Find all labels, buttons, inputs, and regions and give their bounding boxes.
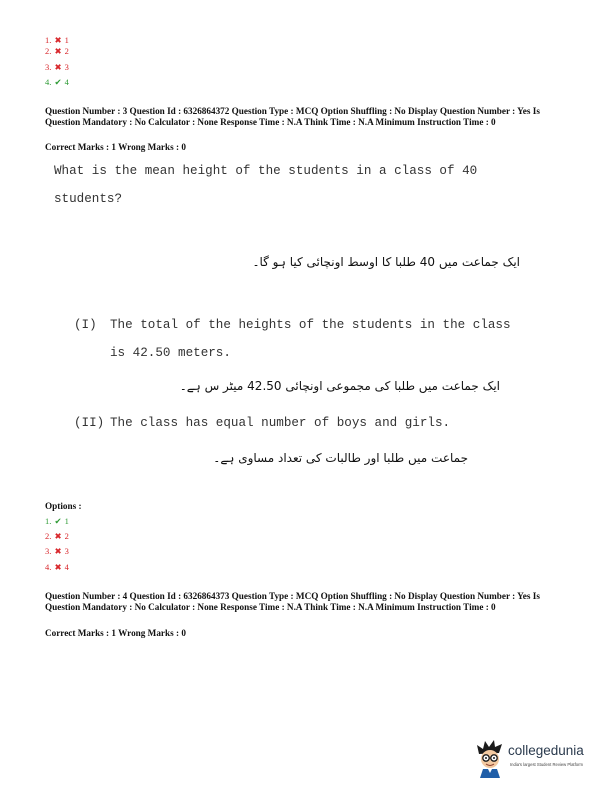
option-number: 1. (45, 35, 52, 45)
cross-icon: ✖ (54, 546, 62, 556)
question-3-marks: Correct Marks : 1 Wrong Marks : 0 (45, 142, 186, 152)
prev-option-4 (45, 77, 69, 87)
option-2 (45, 531, 69, 541)
prev-option-2 (45, 46, 69, 56)
option-number: 1. (45, 516, 52, 526)
option-value: 2 (64, 531, 69, 541)
option-value: 1 (64, 516, 69, 526)
question-text-line-1: What is the mean height of the students in a class of 40 (54, 164, 478, 178)
statement-1-line-1: The total of the heights of the students in the class (110, 318, 511, 332)
question-3-metadata: Question Number : 3 Question Id : 6326864372 Question Type : MCQ Option Shuffling : No Display Question Number : Yes Is Question Mandatory : No Calculator : None Response Time : N.A Think Time : N.A Minimum Instruction Time : 0 (45, 106, 540, 127)
collegedunia-logo (474, 738, 604, 780)
cross-icon: ✖ (54, 62, 62, 72)
logo-wordmark: collegedunia (508, 743, 584, 758)
question-4-metadata: Question Number : 4 Question Id : 6326864373 Question Type : MCQ Option Shuffling : No Display Question Number : Yes Is Question Mandatory : No Calculator : None Response Time : N.A Think Time : N.A Minimum Instruction Time : 0 (45, 591, 540, 612)
option-4 (45, 562, 69, 572)
option-number: 2. (45, 46, 52, 56)
cross-icon: ✖ (54, 531, 62, 541)
question-urdu-text: ایک جماعت میں 40 طلبا کا اوسط اونچائی کیا ہو گا۔ (252, 255, 520, 269)
question-text-line-2: students? (54, 192, 123, 206)
option-number: 4. (45, 77, 52, 87)
statement-2-label: (II) (74, 416, 105, 430)
option-value: 4 (64, 562, 69, 572)
cross-icon: ✖ (54, 35, 62, 45)
check-icon: ✔ (54, 516, 62, 526)
option-value: 1 (64, 35, 69, 45)
student-mascot-icon (474, 738, 506, 778)
statement-2-urdu: جماعت میں طلبا اور طالبات کی تعداد مساوی ہے۔ (213, 451, 468, 465)
option-number: 4. (45, 562, 52, 572)
option-value: 4 (64, 77, 69, 87)
options-heading: Options : (45, 501, 82, 511)
option-value: 2 (64, 46, 69, 56)
option-1 (45, 516, 69, 526)
statement-1-line-2: is 42.50 meters. (110, 346, 231, 360)
option-number: 3. (45, 546, 52, 556)
check-icon: ✔ (54, 77, 62, 87)
prev-option-1 (45, 35, 69, 45)
statement-2-text: The class has equal number of boys and girls. (110, 416, 451, 430)
logo-tagline: India's largest Student Review Platform (510, 762, 583, 767)
statement-1-label: (I) (74, 318, 97, 332)
cross-icon: ✖ (54, 562, 62, 572)
option-value: 3 (64, 546, 69, 556)
option-number: 3. (45, 62, 52, 72)
statement-1-urdu: ایک جماعت میں طلبا کی مجموعی اونچائی 42.50 میٹر س ہے۔ (179, 379, 500, 393)
option-value: 3 (64, 62, 69, 72)
prev-option-3 (45, 62, 69, 72)
option-number: 2. (45, 531, 52, 541)
cross-icon: ✖ (54, 46, 62, 56)
option-3 (45, 546, 69, 556)
question-4-marks: Correct Marks : 1 Wrong Marks : 0 (45, 628, 186, 638)
